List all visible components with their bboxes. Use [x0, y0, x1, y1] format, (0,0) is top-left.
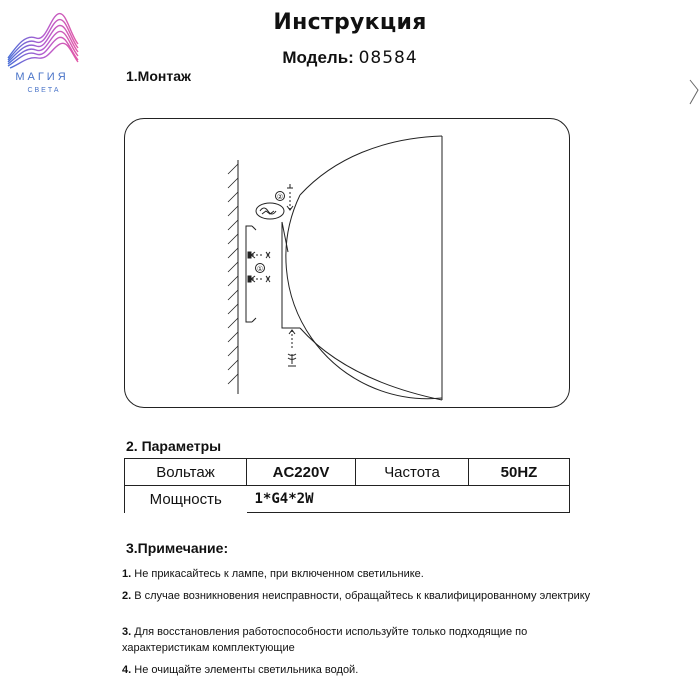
section-mounting-title: 1.Монтаж	[126, 68, 191, 84]
page-title: Инструкция	[273, 10, 427, 35]
frequency-label: Частота	[356, 459, 469, 486]
svg-text:МАГИЯ: МАГИЯ	[15, 71, 69, 83]
note-number: 2.	[122, 590, 132, 602]
step-2-label: ②	[276, 193, 284, 201]
table-row	[125, 486, 570, 513]
top-screw-icon	[287, 184, 293, 188]
note-number: 1.	[122, 568, 132, 580]
note-text: В случае возникновения неисправности, обращайтесь к квалифицированному электрику	[131, 590, 591, 602]
model-label: Модель:	[282, 48, 354, 67]
model-line	[0, 48, 700, 68]
note-text: Для восстановления работоспособности используйте только подходящие по характеристикам комплектующие	[122, 626, 528, 654]
note-item	[122, 566, 592, 582]
svg-text:СВЕТА: СВЕТА	[27, 87, 61, 94]
note-item	[122, 624, 592, 656]
note-text: Не прикасайтесь к лампе, при включенном светильнике.	[131, 568, 424, 580]
parameters-table	[124, 458, 570, 513]
note-item	[122, 662, 592, 678]
power-value: 1*G4*2W	[247, 486, 570, 513]
note-number: 4.	[122, 664, 132, 676]
table-row	[125, 459, 570, 486]
section-parameters-title: 2. Параметры	[126, 438, 222, 454]
voltage-value: AC220V	[247, 459, 356, 486]
screw-icon-2	[266, 276, 270, 282]
corner-bracket-mark	[686, 78, 700, 108]
model-value: 08584	[358, 48, 418, 68]
voltage-label: Вольтаж	[125, 459, 247, 486]
screw-icon-1	[266, 252, 270, 258]
mounting-diagram	[124, 118, 570, 408]
wall-hatching	[228, 164, 238, 384]
note-item	[122, 588, 592, 604]
note-text: Не очищайте элементы светильника водой.	[131, 664, 359, 676]
step-1-label: ①	[256, 265, 264, 273]
section-notes-title: 3.Примечание:	[126, 540, 229, 556]
frequency-value: 50HZ	[469, 459, 570, 486]
power-label: Мощность	[125, 486, 247, 513]
note-number: 3.	[122, 626, 132, 638]
bottom-screw-icon	[288, 354, 296, 364]
lamp-dome-arc	[286, 195, 442, 399]
mounting-bracket	[246, 226, 252, 322]
